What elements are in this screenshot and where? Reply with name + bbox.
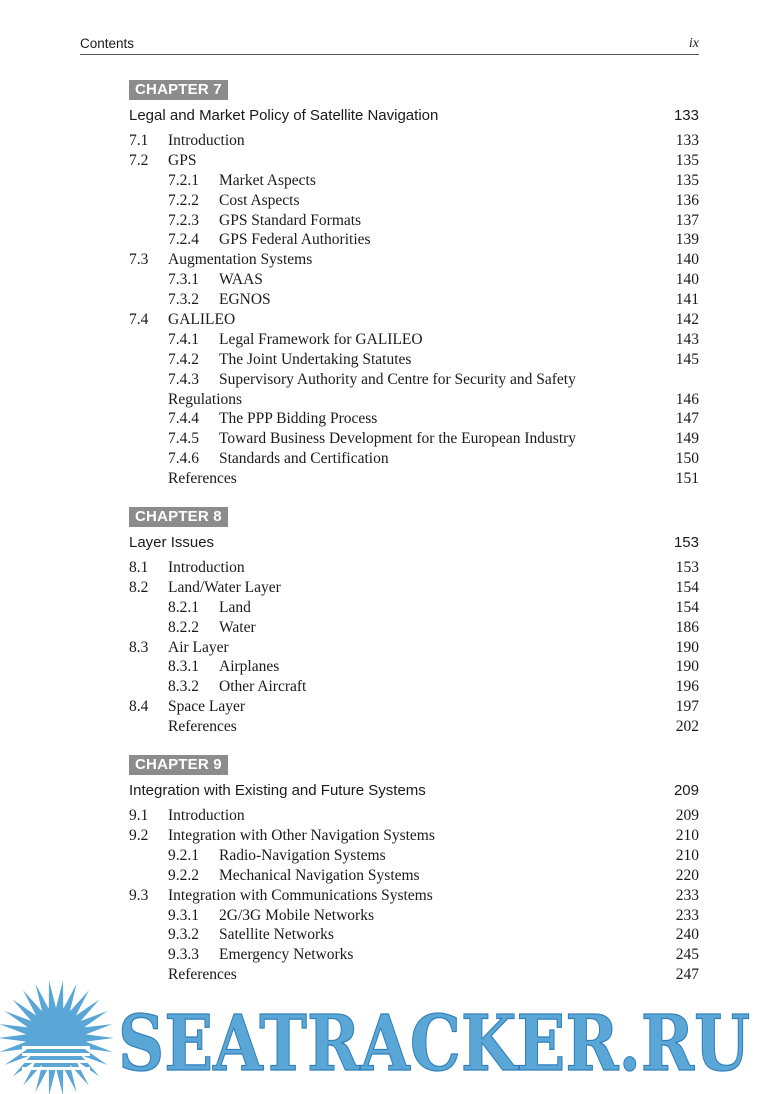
section-page: 143 <box>675 330 699 348</box>
toc-entry[interactable] <box>129 826 699 846</box>
toc-entry[interactable] <box>129 925 699 945</box>
section-page: 142 <box>675 311 699 329</box>
section-page: 245 <box>675 946 699 964</box>
section-page: 247 <box>675 966 699 984</box>
toc-entry[interactable] <box>129 270 699 290</box>
section-number: 9.3 <box>129 886 149 904</box>
watermark-text: SEATRACKER.RU <box>118 999 750 1089</box>
section-page: 240 <box>675 926 699 944</box>
section-page: 151 <box>675 470 699 488</box>
section-number: 8.2.1 <box>168 598 199 616</box>
toc-entry[interactable] <box>129 697 699 717</box>
section-title: Land/Water Layer <box>168 578 281 596</box>
table-of-contents <box>129 80 699 1003</box>
section-title: Water <box>219 618 256 636</box>
sunburst-disc <box>26 1008 86 1068</box>
toc-entry[interactable] <box>129 846 699 866</box>
section-page: 136 <box>675 191 699 209</box>
toc-entry[interactable] <box>129 806 699 826</box>
section-number: 9.3.2 <box>168 926 199 944</box>
toc-entry[interactable] <box>129 290 699 310</box>
section-page: 197 <box>675 698 699 716</box>
section-number: 7.2.4 <box>168 231 199 249</box>
section-number: 7.4.2 <box>168 350 199 368</box>
section-title: References <box>168 718 237 736</box>
section-page: 202 <box>675 718 699 736</box>
section-number: 7.2.2 <box>168 191 199 209</box>
section-title: WAAS <box>219 271 263 289</box>
toc-entry[interactable] <box>129 310 699 330</box>
chapter-title: Integration with Existing and Future Systems <box>129 782 426 800</box>
toc-entry[interactable] <box>129 578 699 598</box>
section-page: 153 <box>675 559 699 577</box>
section-title: EGNOS <box>219 291 271 309</box>
toc-entry[interactable] <box>129 618 699 638</box>
toc-entry[interactable] <box>129 717 699 737</box>
section-number: 9.1 <box>129 807 149 825</box>
toc-entry[interactable] <box>129 171 699 191</box>
section-page: 150 <box>675 450 699 468</box>
section-number: 8.2.2 <box>168 618 199 636</box>
section-title: Augmentation Systems <box>168 251 313 269</box>
running-header <box>80 35 699 55</box>
toc-entry[interactable] <box>129 370 699 390</box>
section-number: 9.3.1 <box>168 906 199 924</box>
section-title: The Joint Undertaking Statutes <box>219 350 412 368</box>
section-page: 210 <box>675 826 699 844</box>
section-number: 8.1 <box>129 559 149 577</box>
section-number: 9.3.3 <box>168 946 199 964</box>
section-page: 233 <box>675 906 699 924</box>
toc-entry[interactable] <box>129 151 699 171</box>
toc-entry[interactable] <box>129 558 699 578</box>
toc-entry[interactable] <box>129 469 699 489</box>
chapter-section <box>129 80 699 489</box>
toc-entry[interactable] <box>129 677 699 697</box>
toc-entry[interactable] <box>129 449 699 469</box>
section-title: Other Aircraft <box>219 678 307 696</box>
section-page: 133 <box>675 132 699 149</box>
toc-entry[interactable] <box>129 230 699 250</box>
section-number: 7.3.2 <box>168 291 199 309</box>
section-page: 190 <box>675 658 699 676</box>
chapter-page: 153 <box>673 534 699 552</box>
section-number: 8.4 <box>129 698 149 716</box>
section-title: Introduction <box>168 132 245 149</box>
section-number: 7.4.4 <box>168 410 199 428</box>
toc-entry[interactable] <box>129 657 699 677</box>
section-number: 7.4.3 <box>168 370 199 388</box>
chapter-badge: CHAPTER 8 <box>129 507 228 527</box>
header-title: Contents <box>80 36 135 51</box>
toc-entry[interactable] <box>129 409 699 429</box>
section-page: 186 <box>675 618 699 636</box>
sunburst-stripe <box>22 1053 90 1056</box>
section-title: Integration with Other Navigation Systems <box>168 826 435 844</box>
section-number: 8.3.1 <box>168 658 199 676</box>
section-page: 210 <box>675 846 699 864</box>
section-page: 140 <box>675 271 699 289</box>
chapter-title-row[interactable] <box>129 105 699 127</box>
toc-entry[interactable] <box>129 945 699 965</box>
section-title: Radio-Navigation Systems <box>219 846 386 864</box>
toc-entry[interactable] <box>129 211 699 231</box>
section-number: 7.3.1 <box>168 271 199 289</box>
section-number: 7.2.3 <box>168 211 199 229</box>
sunburst-icon <box>0 980 114 1094</box>
chapter-title-row[interactable] <box>129 532 699 554</box>
section-number: 7.4.5 <box>168 430 199 448</box>
section-page: 140 <box>675 251 699 269</box>
section-title: Mechanical Navigation Systems <box>219 866 420 884</box>
section-page: 139 <box>675 231 699 249</box>
chapter-title-row[interactable] <box>129 780 699 802</box>
section-number: 7.2.1 <box>168 171 199 189</box>
section-page: 146 <box>675 390 699 408</box>
toc-entry[interactable] <box>129 598 699 618</box>
section-page: 220 <box>675 866 699 884</box>
toc-entry[interactable] <box>129 866 699 886</box>
sunburst-stripe <box>22 1046 90 1049</box>
toc-entry[interactable] <box>129 330 699 350</box>
section-number: 7.2 <box>129 151 149 169</box>
section-number: 8.2 <box>129 578 149 596</box>
chapter-title: Layer Issues <box>129 534 215 552</box>
section-page: 154 <box>675 578 699 596</box>
toc-entry[interactable] <box>129 191 699 211</box>
section-title: Supervisory Authority and Centre for Security and Safety <box>219 370 576 388</box>
section-title: Regulations <box>168 390 243 408</box>
watermark <box>0 978 761 1094</box>
chapter-badge: CHAPTER 7 <box>129 80 228 100</box>
section-title: Standards and Certification <box>219 450 389 468</box>
section-page: 209 <box>675 807 699 825</box>
section-page: 137 <box>675 211 699 229</box>
section-number: 7.4 <box>129 311 149 329</box>
section-title: Market Aspects <box>219 171 316 189</box>
section-title: Cost Aspects <box>219 191 300 209</box>
section-title: 2G/3G Mobile Networks <box>219 906 374 924</box>
section-number: 7.3 <box>129 251 149 269</box>
toc-entry[interactable] <box>129 131 699 151</box>
section-title: GPS Federal Authorities <box>219 231 371 249</box>
sunburst-stripe <box>22 1067 90 1070</box>
chapter-title: Legal and Market Policy of Satellite Navigation <box>129 107 439 124</box>
section-title: GPS <box>168 151 197 169</box>
toc-entry[interactable] <box>129 429 699 449</box>
section-title: Air Layer <box>168 638 229 656</box>
page-number: ix <box>688 36 699 51</box>
section-page: 233 <box>675 886 699 904</box>
section-title: GALILEO <box>168 311 236 329</box>
sunburst-stripe <box>22 1060 90 1063</box>
section-title: Airplanes <box>219 658 280 676</box>
section-title: Emergency Networks <box>219 946 354 964</box>
chapter-badge: CHAPTER 9 <box>129 755 228 775</box>
section-title: Integration with Communications Systems <box>168 886 433 904</box>
section-title: References <box>168 966 237 984</box>
section-title: Toward Business Development for the European Industry <box>219 430 577 448</box>
section-number: 7.1 <box>129 132 149 149</box>
section-number: 8.3 <box>129 638 149 656</box>
chapter-page: 133 <box>673 107 699 124</box>
section-page: 141 <box>675 291 699 309</box>
toc-entry[interactable] <box>129 906 699 926</box>
section-page: 190 <box>675 638 699 656</box>
section-page: 135 <box>675 171 699 189</box>
section-number: 9.2.1 <box>168 846 199 864</box>
section-title: GPS Standard Formats <box>219 211 362 229</box>
chapter-section <box>129 507 699 737</box>
section-number: 9.2 <box>129 826 149 844</box>
section-title: Legal Framework for GALILEO <box>219 330 423 348</box>
section-title: Introduction <box>168 559 245 577</box>
toc-entry[interactable] <box>129 250 699 270</box>
section-number: 8.3.2 <box>168 678 199 696</box>
chapter-page: 209 <box>673 782 699 800</box>
section-page: 135 <box>675 151 699 169</box>
section-number: 7.4.1 <box>168 330 199 348</box>
section-title: Land <box>219 598 251 616</box>
toc-entry[interactable] <box>129 638 699 658</box>
section-title: Introduction <box>168 807 245 825</box>
section-page: 145 <box>675 350 699 368</box>
section-number: 9.2.2 <box>168 866 199 884</box>
section-title: Satellite Networks <box>219 926 334 944</box>
toc-entry[interactable] <box>129 390 699 410</box>
section-number: 7.4.6 <box>168 450 199 468</box>
section-page: 196 <box>675 678 699 696</box>
toc-entry[interactable] <box>129 350 699 370</box>
section-title: Space Layer <box>168 698 246 716</box>
section-page: 149 <box>675 430 699 448</box>
section-title: References <box>168 470 237 488</box>
section-page: 154 <box>675 598 699 616</box>
section-page: 147 <box>675 410 699 428</box>
section-title: The PPP Bidding Process <box>219 410 378 428</box>
chapter-section <box>129 755 699 985</box>
toc-entry[interactable] <box>129 886 699 906</box>
